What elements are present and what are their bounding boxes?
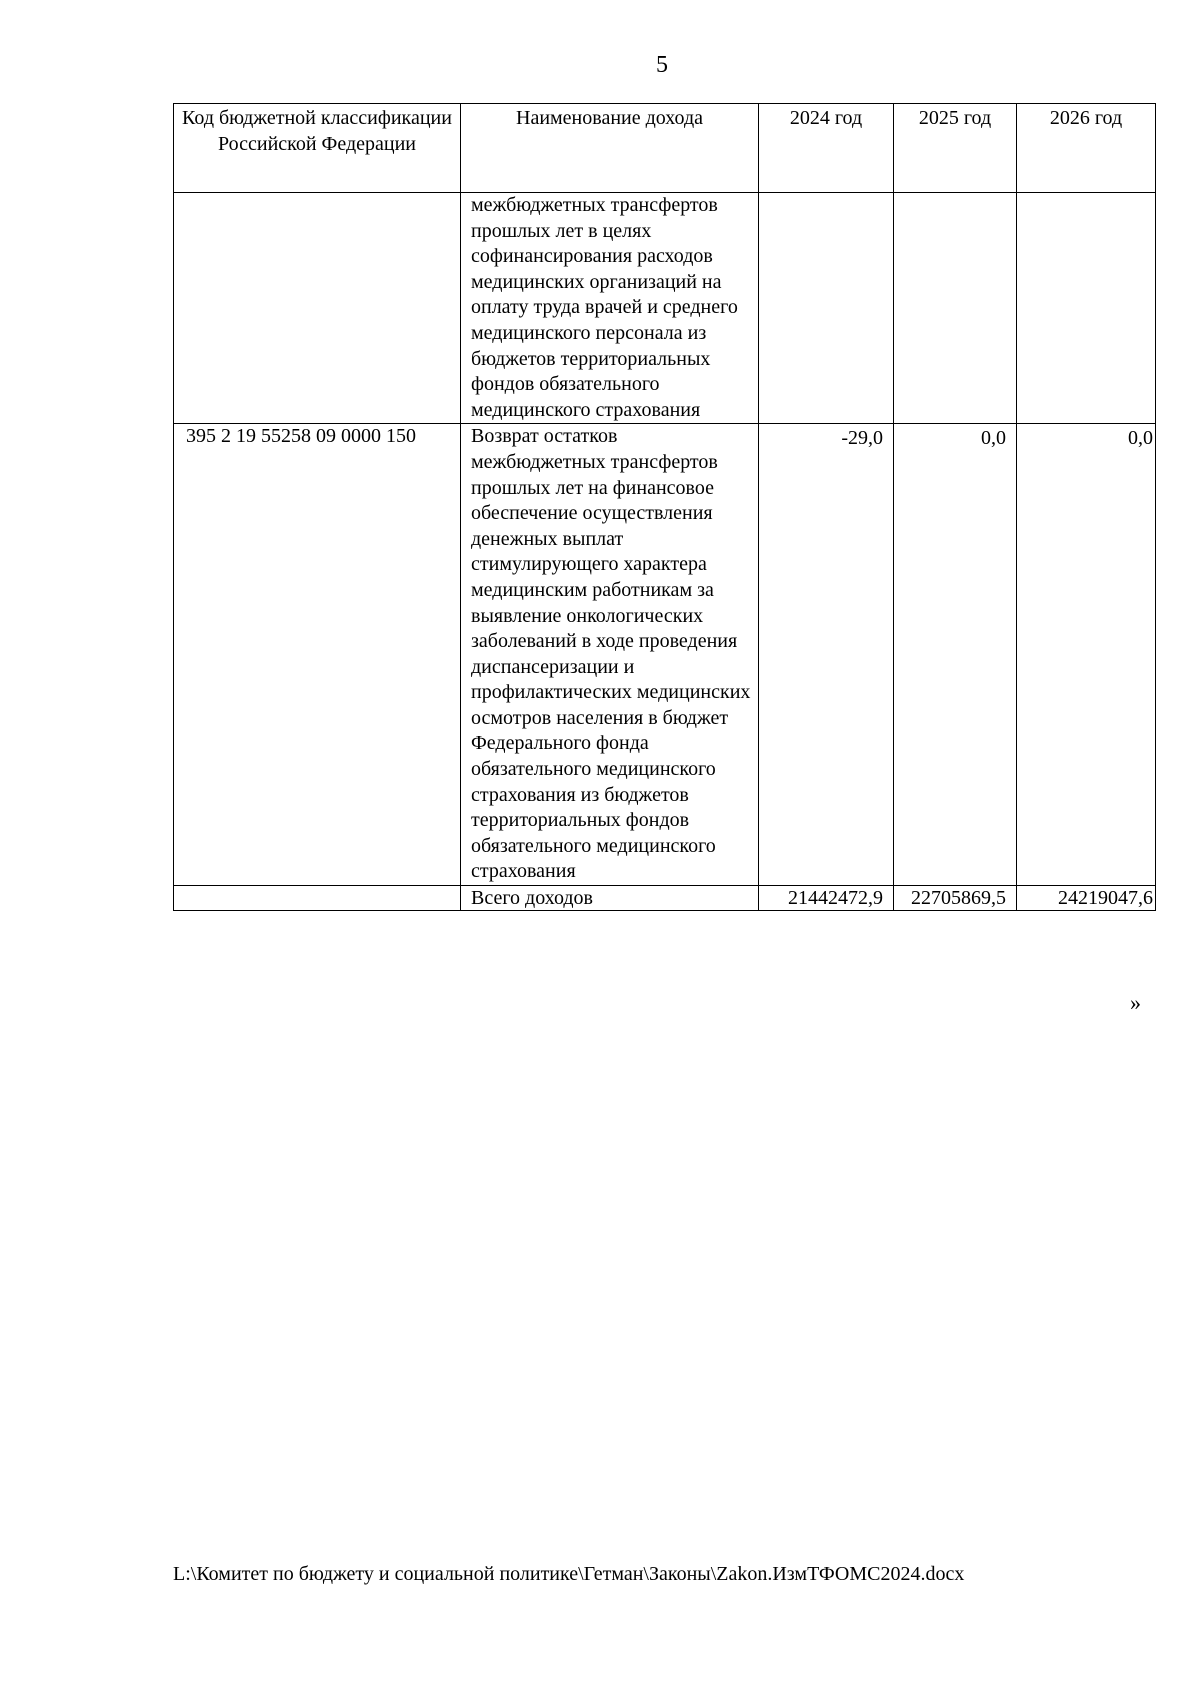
total-code-cell	[174, 886, 461, 911]
budget-code-cell	[174, 193, 461, 424]
header-year-2026: 2026 год	[1017, 104, 1156, 193]
budget-code-cell: 395 2 19 55258 09 0000 150	[174, 424, 461, 886]
header-revenue-name: Наименование дохода	[461, 104, 759, 193]
total-row	[174, 886, 1156, 911]
total-2026: 24219047,6	[1017, 886, 1156, 911]
total-label: Всего доходов	[461, 886, 759, 911]
table-row	[174, 424, 1156, 886]
table-row	[174, 193, 1156, 424]
revenue-name-cell: межбюджетных трансфертов прошлых лет в целях софинансирования расходов медицинских организаций на оплату труда врачей и среднего медицинского персонала из бюджетов территориальных фондов обязательного медицинского страхования	[461, 193, 759, 424]
amount-2025-cell	[894, 193, 1017, 424]
amount-2026-cell	[1017, 193, 1156, 424]
total-2025: 22705869,5	[894, 886, 1017, 911]
file-path-footer: L:\Комитет по бюджету и социальной политике\Гетман\Законы\Zakon.ИзмТФОМС2024.docx	[173, 1563, 965, 1585]
amount-2025-cell: 0,0	[894, 424, 1017, 886]
amount-2024-cell	[759, 193, 894, 424]
revenue-name-cell: Возврат остатков межбюджетных трансфертов прошлых лет на финансовое обеспечение осуществления денежных выплат стимулирующего характера медицинским работникам за выявление онкологических заболеваний в ходе проведения диспансеризации и профилактических медицинских осмотров населения в бюджет Федерального фонда обязательного медицинского страхования из бюджетов территориальных фондов обязательного медицинского страхования	[461, 424, 759, 886]
page-number: 5	[656, 52, 668, 78]
closing-quote: »	[1130, 990, 1141, 1015]
amount-2024-cell: -29,0	[759, 424, 894, 886]
header-year-2025: 2025 год	[894, 104, 1017, 193]
total-2024: 21442472,9	[759, 886, 894, 911]
header-budget-code: Код бюджетной классификации Российской Федерации	[174, 104, 461, 193]
table-header-row	[174, 104, 1156, 193]
revenue-table	[173, 103, 1156, 911]
header-year-2024: 2024 год	[759, 104, 894, 193]
amount-2026-cell: 0,0	[1017, 424, 1156, 886]
